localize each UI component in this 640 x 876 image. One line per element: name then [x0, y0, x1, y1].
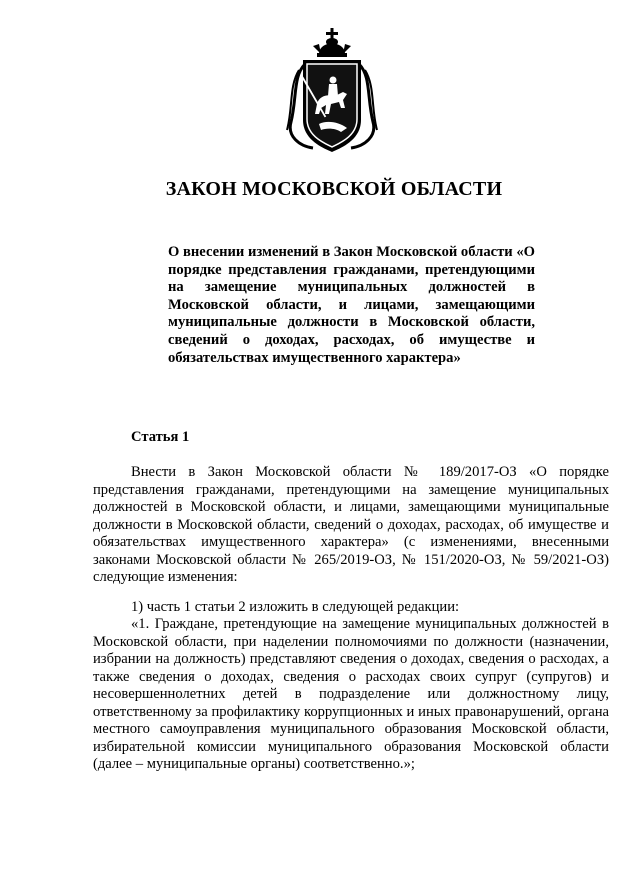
coat-of-arms-icon: [283, 24, 381, 158]
law-subtitle: О внесении изменений в Закон Московской области «О порядке представления гражданами, претендующими на замещение муниципальных должностей в Московской области, и лицами, замещающими муниципальные должности в Московской области, сведений о доходах, расходах, об имуществе и обязательствах имущественного характера»: [168, 244, 535, 366]
law-title: ЗАКОН МОСКОВСКОЙ ОБЛАСТИ: [165, 178, 503, 200]
article-title: Статья 1: [131, 429, 190, 445]
paragraph-intro: Внести в Закон Московской области № 189/2017-ОЗ «О порядке представления гражданами, претендующими на замещение муниципальных должностей в Московской области, и лицами, замещающими муниципальные должности в Московской области, сведений о доходах, расходах, об имуществе и обязательствах имущественного характера» (с изменениями, внесенными законами Московской области № 265/2019-ОЗ, № 151/2020-ОЗ, № 59/2021-ОЗ) следующие изменения:: [93, 464, 609, 585]
paragraph-quote: «1. Граждане, претендующие на замещение муниципальных должностей в Московской области, при наделении полномочиями по должности (назначении, избрании на должность) представляют сведения о доходах, сведения о расходах, а также сведения о доходах, сведения о расходах своих супруг (супругов) и несовершеннолетних детей в подразделение или должностному лицу, ответственному за профилактику коррупционных и иных правонарушений, органа местного самоуправления муниципального образования Московской области, избирательной комиссии муниципального образования Московской области (далее – муниципальные органы) соответственно.»;: [93, 616, 609, 772]
paragraph-item-1: 1) часть 1 статьи 2 изложить в следующей редакции:: [131, 599, 460, 615]
